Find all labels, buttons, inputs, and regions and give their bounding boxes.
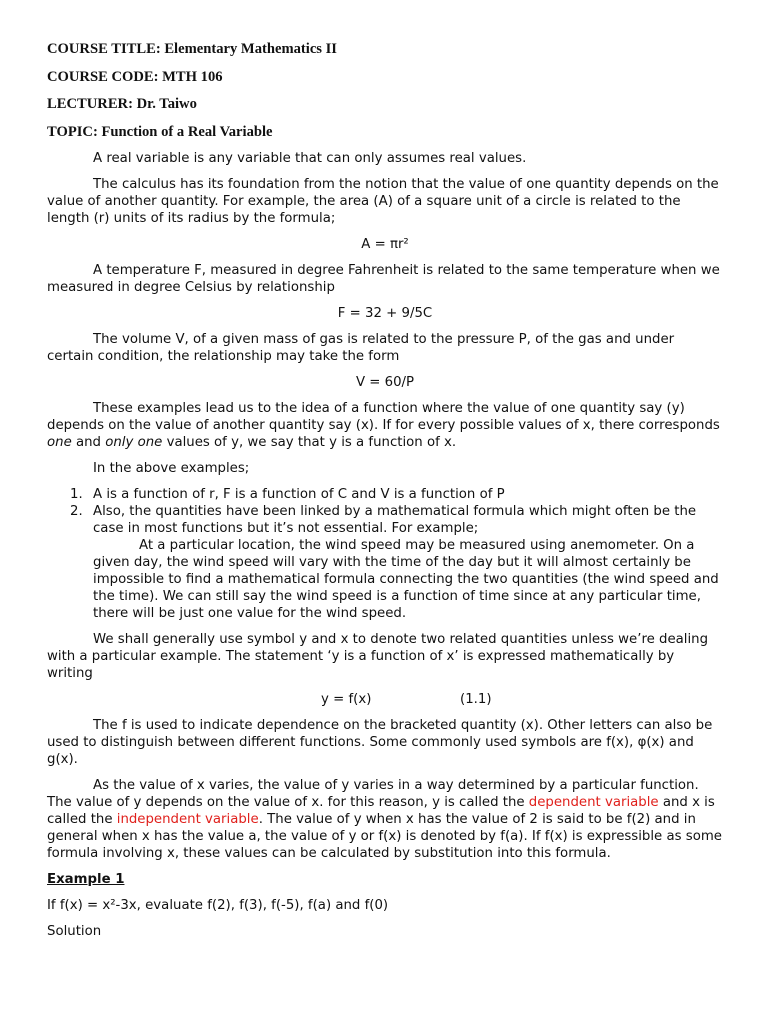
list-item [47,486,723,503]
text-run: As the value of x varies, the value of y varies in a way determined by a particular function. The value of y depends on the value of x. for this reason, y is called the [47,778,699,810]
list-number: 2. [70,504,83,519]
paragraph-real-variable: A real variable is any variable that can only assumes real values. [93,151,527,166]
example-question: If f(x) = x²-3x, evaluate f(2), f(3), f(-5), f(a) and f(0) [47,898,389,913]
paragraph-volume: The volume V, of a given mass of gas is related to the pressure P, of the gas and under certain condition, the relationship may take the form [47,332,675,364]
emphasis-only-one: only one [105,435,163,450]
paragraph-dependent-variable [47,777,723,862]
equation-function [47,691,723,708]
example-heading: Example 1 [47,872,125,887]
list-item-text: Also, the quantities have been linked by a mathematical formula which might often be the case in most functions but it’s not essential. For example; [93,504,697,536]
equation-area: A = πr² [361,237,409,252]
text-run: and x is called the [47,795,715,827]
paragraph-function-idea [47,400,723,451]
topic: TOPIC: Function of a Real Variable [47,123,273,140]
lecturer: LECTURER: Dr. Taiwo [47,96,197,112]
equation-temperature: F = 32 + 9/5C [337,306,433,321]
course-title: COURSE TITLE: Elementary Mathematics II [47,41,337,57]
document-page [47,40,723,949]
paragraph-calculus: The calculus has its foundation from the notion that the value of one quantity depends on the value of another quantity. For example, the area (A) of a square unit of a circle is related to the length (r) units of its radius by the formula; [47,177,719,226]
text-run: and [71,435,106,450]
text-run: These examples lead us to the idea of a function where the value of one quantity say (y) depends on the value of another quantity say (x). If for every possible values of x, there corresponds [47,401,720,433]
text-run: . The value of y when x has the value of 2 is said to be f(2) and in general when x has the value a, the value of y or f(x) is denoted by f(a). If f(x) is expressible as some formula involving x, these values can be calculated by substitution into this formula. [47,812,722,861]
text-run: values of y, we say that y is a function of x. [162,435,457,450]
paragraph-above-examples: In the above examples; [93,461,250,476]
equation-function-body: y = f(x) [321,692,372,707]
list-item-wind-speed: At a particular location, the wind speed may be measured using anemometer. On a given day, the wind speed will vary with the time of the day but it will almost certainly be impossible to find a mathematical formula connecting the two quantities (the wind speed and the time). We can still say the wind speed is a function of time since at any particular time, there will be just one value for the wind speed. [93,538,719,621]
list-number: 1. [70,487,83,502]
paragraph-symbols: The f is used to indicate dependence on the bracketed quantity (x). Other letters can also be used to distinguish between different functions. Some commonly used symbols are f(x), φ(x) and g(x). [47,718,713,767]
equation-volume: V = 60/P [355,375,415,390]
emphasis-one: one [47,435,72,450]
highlight-dependent-variable: dependent variable [528,795,659,810]
highlight-independent-variable: independent variable [116,812,259,827]
solution-label: Solution [47,924,102,939]
list-item-text: A is a function of r, F is a function of C and V is a function of P [93,487,505,502]
equation-number: (1.1) [460,692,492,707]
list-item [47,503,723,622]
course-code: COURSE CODE: MTH 106 [47,68,223,85]
paragraph-notation: We shall generally use symbol y and x to denote two related quantities unless we’re dealing with a particular example. The statement ‘y is a function of x’ is expressed mathematically by writing [47,632,709,681]
paragraph-temperature: A temperature F, measured in degree Fahrenheit is related to the same temperature when we measured in degree Celsius by relationship [47,263,720,295]
examples-list [47,486,723,622]
